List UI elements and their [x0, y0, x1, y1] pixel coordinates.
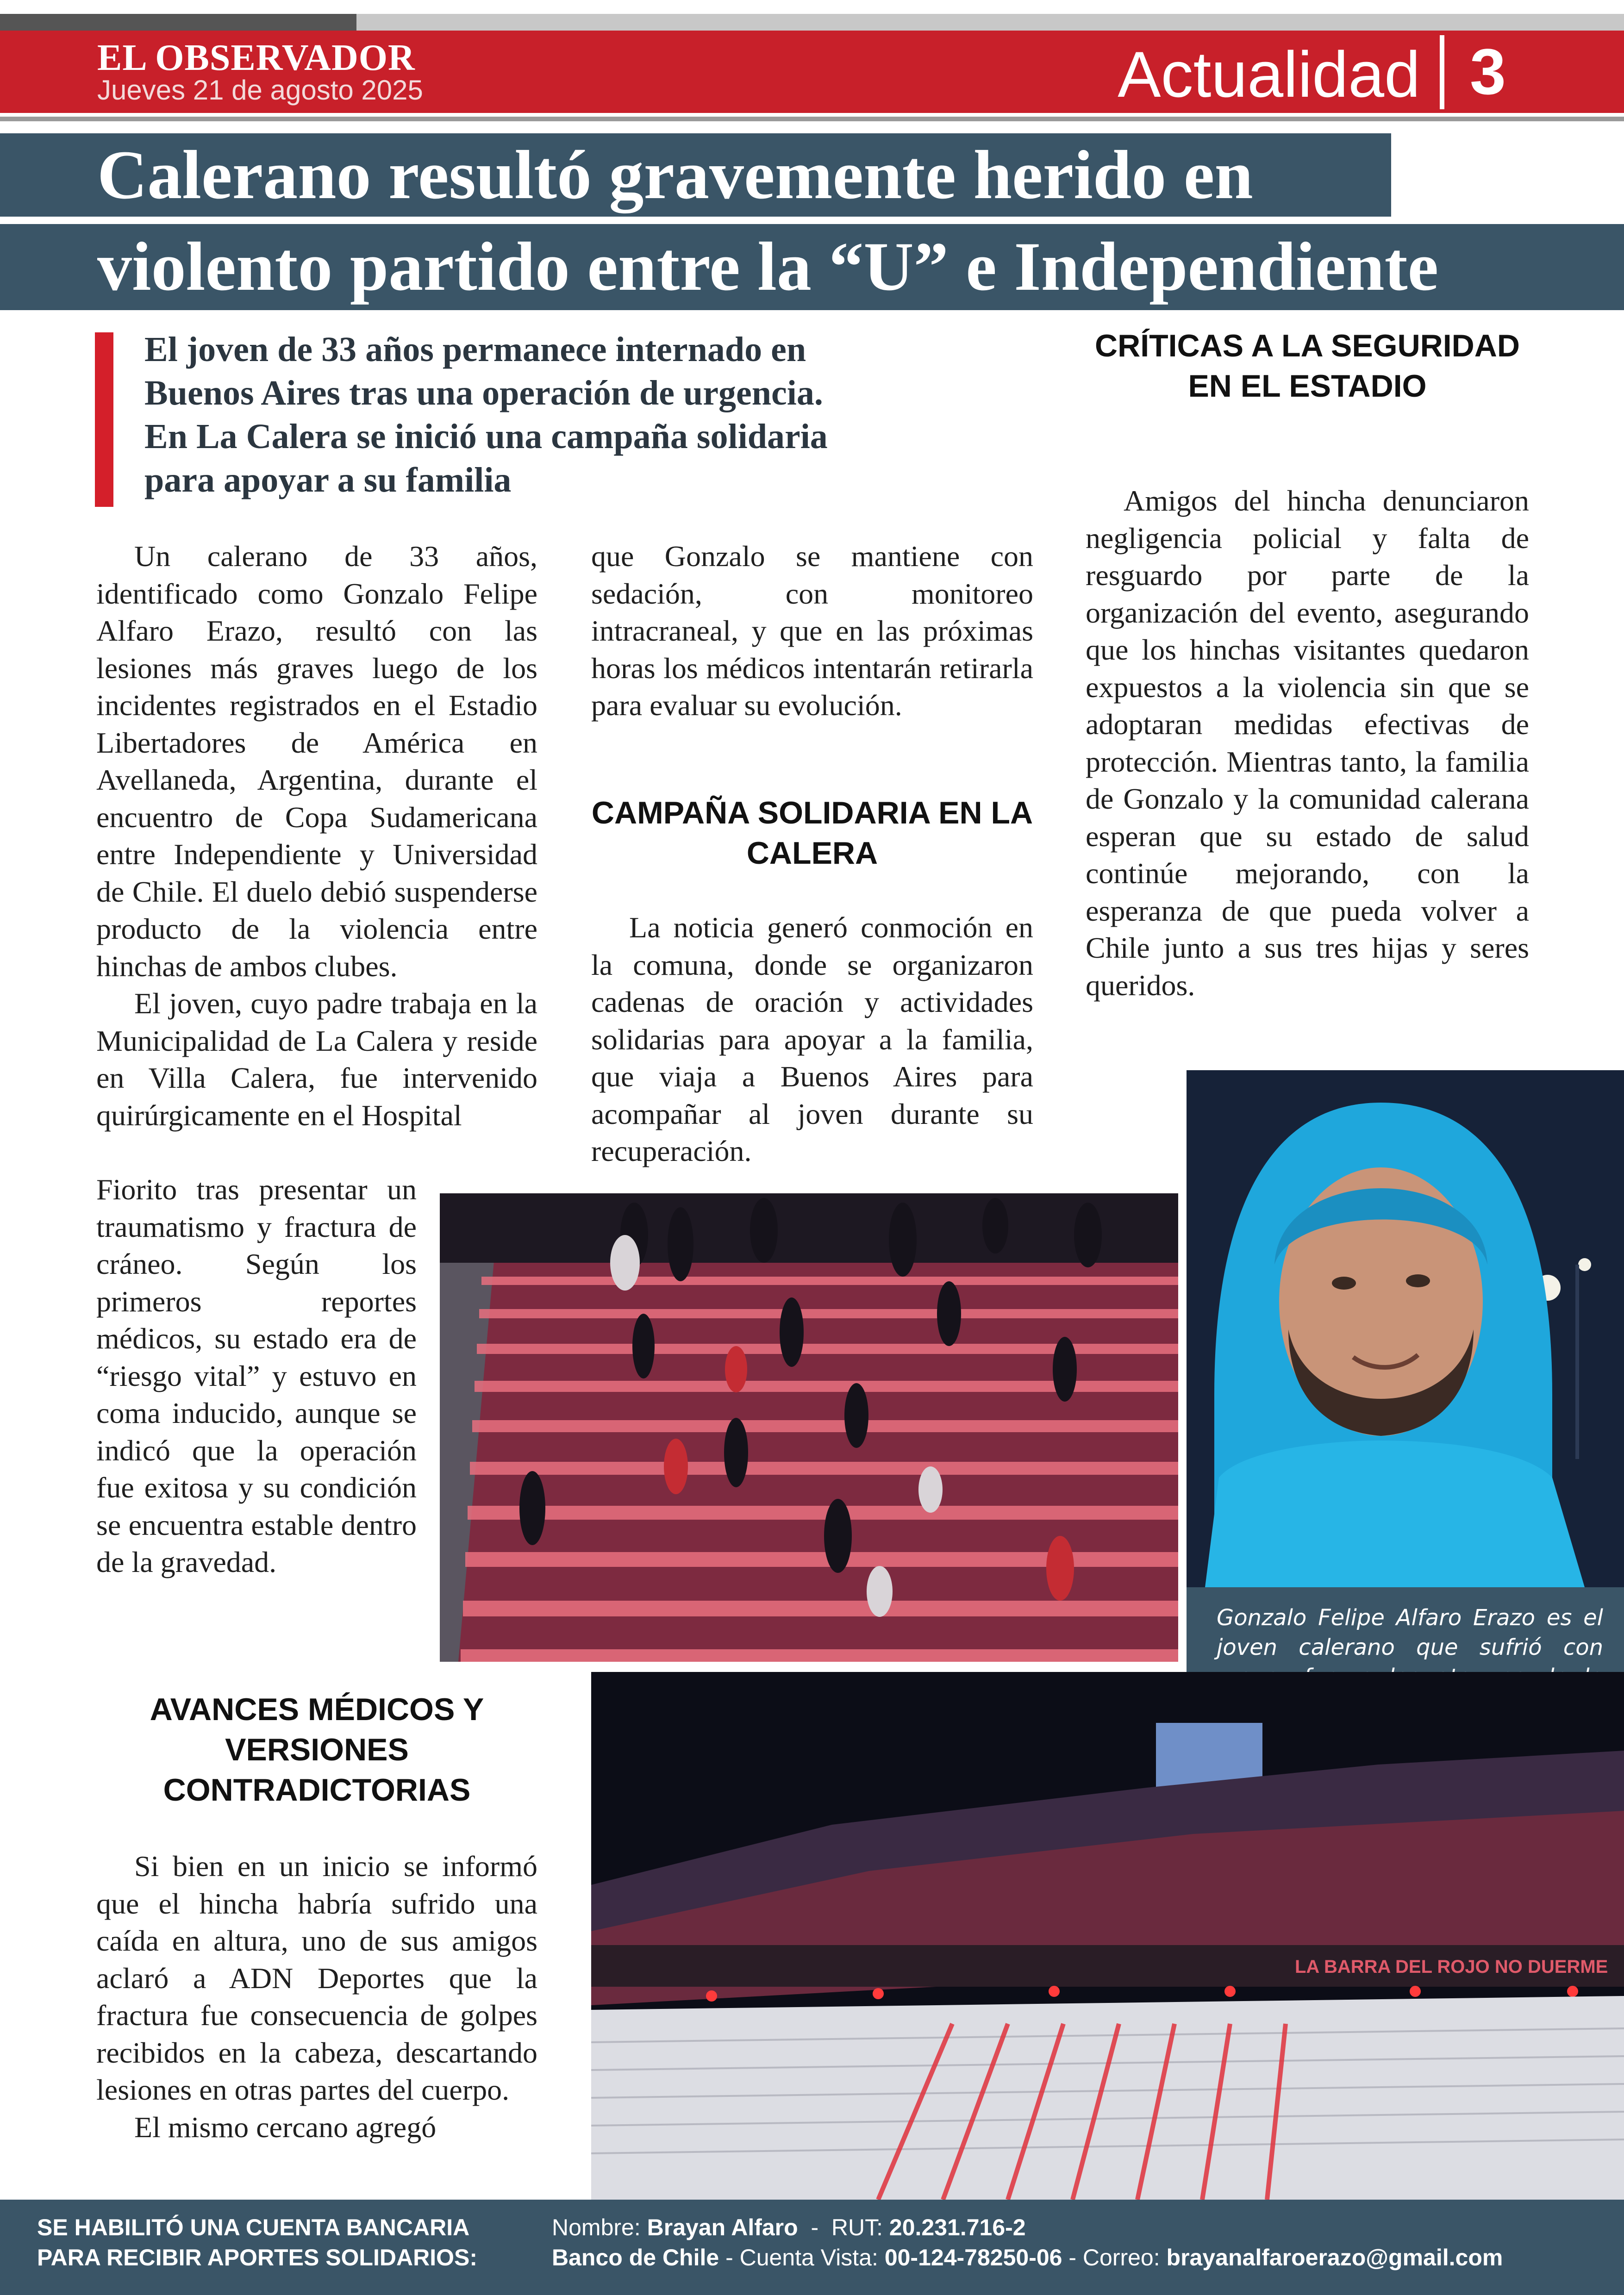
deck-line: En La Calera se inició una campaña solidaria [144, 417, 828, 456]
article-paragraph: La noticia generó conmoción en la comuna, donde se organizaron cadenas de oración y actividades solidarias para apoyar a la familia, que viaja a Buenos Aires para acompañar al joven durante su recuperación. [591, 911, 1033, 1167]
email-address: brayanalfaroerazo@gmail.com [1166, 2245, 1503, 2270]
account-name: Brayan Alfaro [647, 2214, 798, 2240]
section-divider [1440, 35, 1444, 109]
newspaper-name: EL OBSERVADOR [97, 37, 415, 78]
footer-notice-line-1: SE HABILITÓ UNA CUENTA BANCARIA [37, 2214, 470, 2240]
stadium-illustration [591, 1672, 1624, 2200]
column-2-bottom [591, 909, 1033, 1170]
masthead-top-rule [356, 14, 1624, 31]
cuenta-label: Cuenta Vista: [739, 2245, 878, 2270]
section-title: Actualidad [1118, 38, 1420, 111]
column-3 [1086, 482, 1529, 1004]
column-1-top [96, 538, 537, 1134]
deck [144, 328, 1024, 502]
issue-date: Jueves 21 de agosto 2025 [97, 75, 423, 106]
rut-value: 20.231.716-2 [889, 2214, 1026, 2240]
portrait-illustration [1187, 1070, 1624, 1587]
article-paragraph: Si bien en un inicio se informó que el hincha habría sufrido una caída en altura, uno de sus amigos aclaró a ADN Deportes que la fractura fue consecuencia de golpes recibidos en la cabeza, descartando lesiones en otras partes del cuerpo. [96, 1850, 537, 2106]
photo-caption: Gonzalo Felipe Alfaro Erazo es el joven calerano que sufrió con [1217, 1605, 1603, 1660]
subheading-criticas: CRÍTICAS A LA SEGURIDAD EN EL ESTADIO [1095, 328, 1520, 404]
footer-notice-line-2: PARA RECIBIR APORTES SOLIDARIOS: [37, 2245, 477, 2270]
headline-line-1: Calerano resultó gravemente herido en [97, 137, 1253, 213]
article-paragraph-continued: que Gonzalo se mantiene con sedación, con monitoreo intracraneal, y que en las próximas horas los médicos intentarán retirarla para evaluar su evolución. [591, 540, 1033, 722]
subheading-campana: CAMPAÑA SOLIDARIA EN LA CALERA [591, 795, 1033, 871]
rut-label: RUT: [831, 2214, 883, 2240]
article-paragraph: El mismo cercano agregó [134, 2110, 437, 2144]
correo-label: Correo: [1082, 2245, 1160, 2270]
cuenta-value: 00-124-78250-06 [884, 2245, 1062, 2270]
bank-name: Banco de Chile [552, 2245, 719, 2270]
article-paragraph-continued: Fiorito tras presentar un traumatismo y fractura de cráneo. Según los primeros reportes médicos, su estado era de “riesgo vital” y estuvo en coma inducido, aunque se indicó que la operación fue exitosa y su condición se encuentra estable dentro de la gravedad. [96, 1173, 417, 1578]
deck-line: El joven de 33 años permanece internado en [144, 330, 806, 369]
footer-bank-details: Banco de Chile - Cuenta Vista: 00-124-78250-06 - Correo: brayanalfaroerazo@gmail.com [552, 2245, 1503, 2270]
deck-line: Buenos Aires tras una operación de urgencia. [144, 374, 823, 412]
article-paragraph: Amigos del hincha denunciaron negligencia policial y falta de resguardo por parte de la organización del evento, asegurando que los hinchas visitantes quedaron expuestos a la violencia sin que se adoptaran medidas efectivas de protección. Mientras tanto, la familia de Gonzalo y la comunidad calerana esperan que su estado de salud continúe mejorando, con la esperanza de que pueda volver a Chile junto a sus tres hijas y seres queridos. [1086, 484, 1529, 1002]
column-1-wrap [96, 1171, 417, 1581]
stairs-illustration [440, 1193, 1178, 1662]
page-number: 3 [1470, 35, 1506, 108]
photo-portrait-gonzalo [1187, 1070, 1624, 1587]
subheading-avances: AVANCES MÉDICOS Y VERSIONES CONTRADICTORIAS [150, 1692, 484, 1808]
deck-accent-bar [95, 332, 113, 507]
headline-line-2: violento partido entre la “U” e Independiente [97, 228, 1439, 305]
column-2-top [591, 538, 1033, 724]
photo-stadium-stairs [440, 1193, 1178, 1662]
footer-account-holder: Nombre: Brayan Alfaro - RUT: 20.231.716-2 [552, 2214, 1026, 2240]
masthead-accent-bar [0, 14, 356, 31]
column-1-bottom [96, 1848, 537, 2146]
nombre-label: Nombre: [552, 2214, 641, 2240]
deck-line: para apoyar a su familia [144, 461, 512, 499]
photo-stadium [591, 1672, 1624, 2200]
stadium-banner-text: LA BARRA DEL ROJO NO DUERME [1295, 1957, 1608, 1977]
article-paragraph: Un calerano de 33 años, identificado como Gonzalo Felipe Alfaro Erazo, resultó con las lesiones más graves luego de los incidentes registrados en el Estadio Libertadores de América en Avellaneda, Argentina, durante el encuentro de Copa Sudamericana entre Independiente y Universidad de Chile. El duelo debió suspenderse producto de la violencia entre hinchas de ambos clubes. [96, 540, 537, 983]
article-paragraph: El joven, cuyo padre trabaja en la Municipalidad de La Calera y reside en Villa Calera, fue intervenido quirúrgicamente en el Hospital [96, 987, 537, 1132]
